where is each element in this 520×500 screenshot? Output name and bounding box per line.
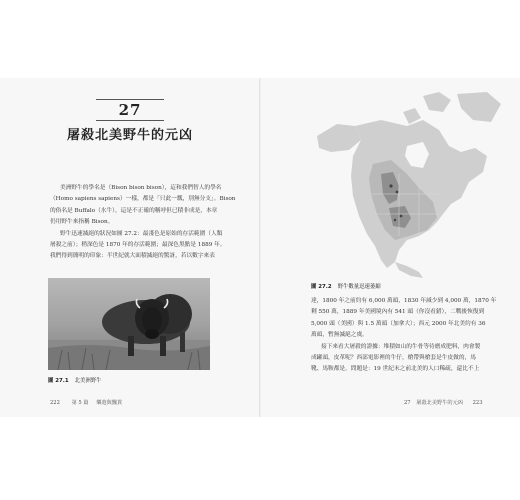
figure-caption-27-2 (311, 282, 381, 290)
figure-number: 圖 27.2 (311, 284, 332, 290)
text-line: 我們得到簡明的印象：半世紀就大面積滅絕的驚訝，若以數字來表 (50, 253, 215, 260)
text-line: 的俗名是 Buffalo（水牛），這是不正確的稱呼但已積非成是，本章 (50, 207, 218, 214)
text-line: 仍用野牛來指稱 Bison。 (50, 219, 114, 226)
page-number: 222 (50, 400, 60, 406)
text-line: 野牛迅速滅絕的狀況如圖 27.2：最淺色是原始的存活範圍（人類 (60, 230, 223, 237)
folio-part-title: 樂遊與飄貫 (96, 400, 123, 406)
page-number: 223 (472, 400, 483, 406)
figure-caption-27-1 (48, 376, 102, 384)
left-body-text (50, 183, 235, 263)
text-line: 接下來看大屠殺的證據：堆積如山的牛骨等待磨成肥料，肉會製 (321, 343, 481, 350)
text-line: 成罐頭，皮革呢？西部電影裡的牛仔，槍帶與槍套是牛皮做的，馬 (311, 355, 476, 362)
left-folio (50, 399, 122, 406)
right-body-text (311, 296, 496, 376)
chapter-rule-bottom (96, 120, 164, 121)
north-america-bison-range-map (311, 90, 507, 280)
figure-number: 圖 27.1 (48, 378, 69, 384)
text-line: 萬頭，暫無滅絕之虞。 (311, 332, 368, 339)
chapter-title: 屠殺北美野牛的元凶 (66, 128, 193, 143)
text-line: 達，1800 年之前約有 6,000 萬頭，1830 年減少到 4,000 萬，1870 年 (311, 298, 497, 304)
bison-photo (48, 278, 210, 370)
figure-caption-text: 野牛數量迅速萎縮 (337, 284, 381, 290)
folio-chapter-number: 27 (404, 400, 411, 406)
chapter-rule-top (96, 99, 164, 100)
text-line: 美洲野牛的學名是（Bison bison bison），這和我們智人的學名 (60, 185, 222, 191)
right-folio (404, 399, 483, 406)
text-line: 剩 550 萬，1889 年美國境內有 541 頭（你沒看錯），二戰後恢復到 (311, 309, 485, 316)
text-line: 屠殺之前）；稍深色是 1870 年的存活範圍；最深色黑點是 1889 年。 (50, 242, 226, 249)
text-line: 5,000 頭（美國）與 1.5 萬頭（加拿大）；西元 2000 年北美約有 36 (311, 320, 486, 327)
figure-caption-text: 北美洲野牛 (74, 378, 102, 384)
folio-part: 第 5 篇 (71, 400, 89, 406)
text-line: （Homo sapiens sapiens）一樣，都是「只此一瓢，別無分支」。Bison (50, 196, 236, 203)
text-line: 靴、馬鞍都是。問題是：19 世紀末之前北美的人口稀疏，還比不上 (311, 366, 480, 373)
chapter-number: 27 (118, 101, 142, 119)
folio-chapter-title: 屠殺北美野牛的元凶 (416, 400, 463, 406)
